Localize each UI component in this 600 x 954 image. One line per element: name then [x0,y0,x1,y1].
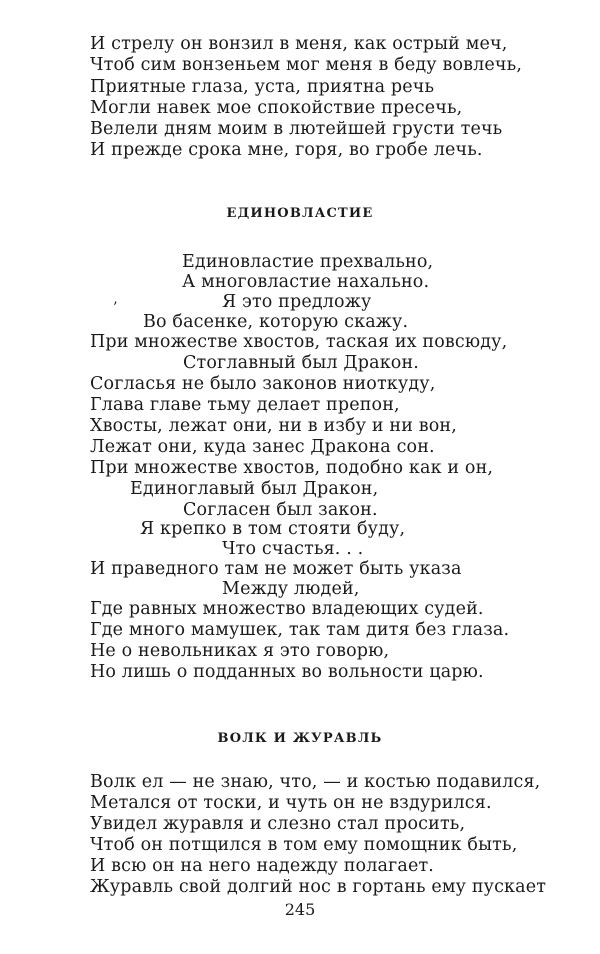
verse-line: И стрелу он вонзил в меня, как острый меч, [90,34,508,54]
verse-line: Хвосты, лежат они, ни в избу и ни вон, [90,416,457,436]
verse-line: Согласен был закон. [183,500,378,520]
poem-title: ВОЛК И ЖУРАВЛЬ [217,731,383,746]
verse-line: Журавль свой долгий нос в гортань ему пускает [90,877,547,897]
verse-line: Во басенке, которую скажу. [143,312,409,332]
verse-line: Что счастья. . . [222,539,364,559]
verse-line: Глава главе тьму делает препон, [90,395,400,415]
verse-line: Стоглавный был Дракон. [183,353,420,373]
verse-line: Но лишь о подданных во вольности царю. [90,662,484,682]
verse-line: Где много мамушек, так там дитя без глаза. [90,620,510,640]
verse-line: Я крепко в том стояти буду, [140,519,406,539]
verse-line: Могли навек мое спокойствие пресечь, [90,98,463,118]
poem-title: ЕДИНОВЛАСТИЕ [226,206,374,221]
verse-line: Метался от тоски, и чуть он не вздурился. [90,793,492,813]
verse-line: И всю он на него надежду полагает. [90,856,434,876]
verse-line: Увидел журавля и слезно стал просить, [90,814,466,834]
verse-line: Единоглавый был Дракон, [130,479,379,499]
verse-line: Приятные глаза, уста, приятна речь [90,77,435,97]
verse-line: Где равных множество владеющих судей. [90,599,484,619]
verse-line: Волк ел — не знаю, что, — и костью подавился, [90,772,541,792]
page-number: 245 [284,900,316,919]
verse-line: Велели дням моим в лютейшей грусти течь [90,119,503,139]
verse-line: Между людей, [222,579,360,599]
verse-line: Чтоб сим вонзеньем мог меня в беду вовлечь, [90,55,523,75]
verse-line: А многовластие нахально. [182,272,430,292]
verse-line: Я это предложу [222,292,372,312]
stray-mark: ’ [113,300,118,316]
verse-line: Единовластие прехвально, [182,252,434,272]
verse-line: Чтоб он потщился в том ему помощник быть, [90,835,518,855]
verse-line: Согласья не было законов ниоткуду, [90,374,436,394]
verse-line: При множестве хвостов, таская их повсюду, [90,332,508,352]
verse-line: И прежде срока мне, горя, во гробе лечь. [90,140,483,160]
verse-line: Не о невольниках я это говорю, [90,641,390,661]
verse-line: При множестве хвостов, подобно как и он, [90,458,494,478]
verse-line: И праведного там не может быть указа [90,559,462,579]
verse-line: Лежат они, куда занес Дракона сон. [90,437,435,457]
